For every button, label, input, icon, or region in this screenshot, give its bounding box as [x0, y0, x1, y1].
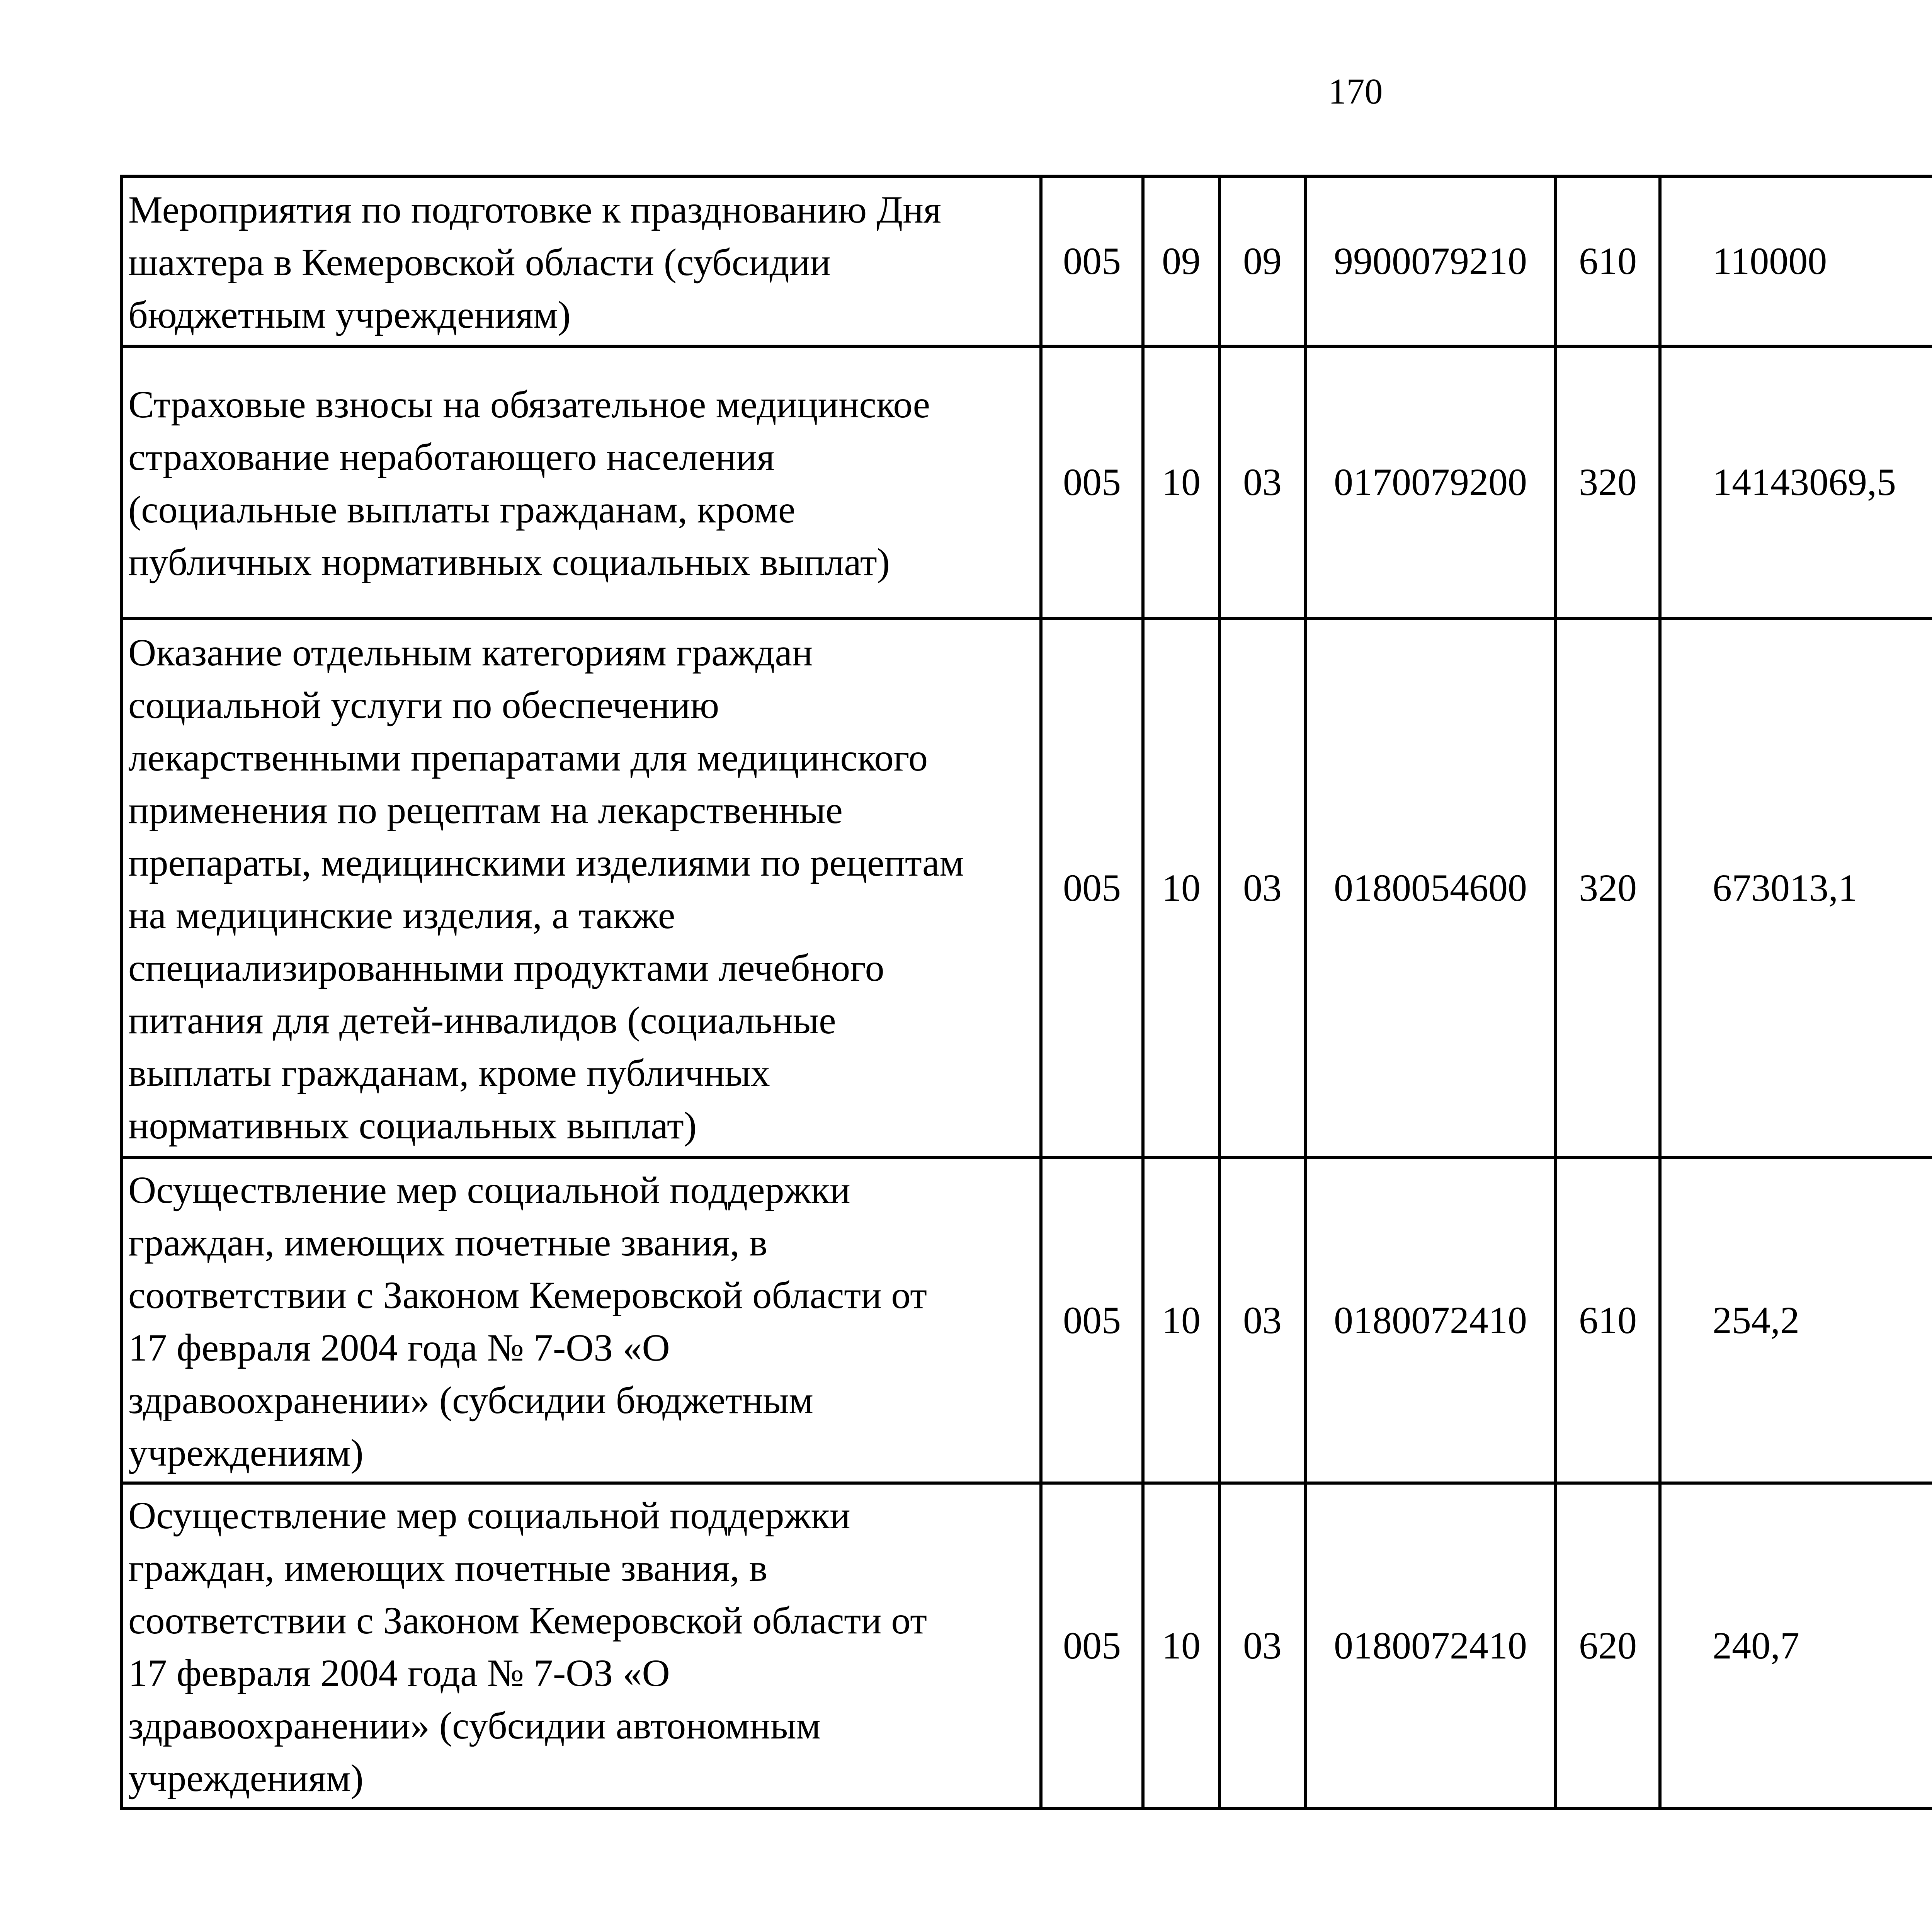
target-article-code: 0170079200 [1305, 346, 1556, 618]
table-row [121, 1483, 1932, 1808]
expense-type-code: 610 [1556, 1158, 1660, 1483]
section-code: 10 [1143, 1158, 1219, 1483]
description-line: бюджетным учреждениям) [128, 293, 571, 336]
expense-type-code: 320 [1556, 346, 1660, 618]
subsection-code: 03 [1219, 618, 1305, 1158]
description-line: (социальные выплаты гражданам, кроме [128, 488, 796, 531]
section-code: 10 [1143, 1483, 1219, 1808]
table-row [121, 346, 1932, 618]
row-description [121, 618, 1041, 1158]
description-line: страхование неработающего населения [128, 435, 775, 478]
row-description [121, 346, 1041, 618]
description-line: питания для детей-инвалидов (социальные [128, 999, 836, 1042]
description-line: граждан, имеющих почетные звания, в [128, 1546, 768, 1589]
row-description [121, 1158, 1041, 1483]
subsection-code: 09 [1219, 176, 1305, 346]
section-code: 10 [1143, 346, 1219, 618]
description-line: выплаты гражданам, кроме публичных [128, 1051, 770, 1094]
description-line: Осуществление мер социальной поддержки [128, 1494, 850, 1537]
description-line: здравоохранении» (субсидии бюджетным [128, 1379, 813, 1422]
row-description [121, 176, 1041, 346]
description-line: учреждениям) [128, 1431, 364, 1474]
ministry-code: 005 [1041, 176, 1143, 346]
table-row [121, 176, 1932, 346]
description-line: Оказание отдельным категориям граждан [128, 631, 813, 674]
description-line: граждан, имеющих почетные звания, в [128, 1221, 768, 1264]
description-line: публичных нормативных социальных выплат) [128, 541, 890, 583]
page-number: 170 [1328, 71, 1383, 112]
amount-year-1: 240,7 [1660, 1483, 1932, 1808]
description-line: соответствии с Законом Кемеровской области от [128, 1274, 927, 1317]
subsection-code: 03 [1219, 1483, 1305, 1808]
description-line: на медицинские изделия, а также [128, 894, 675, 937]
table-row [121, 618, 1932, 1158]
description-line: препараты, медицинскими изделиями по рецептам [128, 841, 964, 884]
expense-type-code: 620 [1556, 1483, 1660, 1808]
ministry-code: 005 [1041, 1158, 1143, 1483]
description-line: соответствии с Законом Кемеровской области от [128, 1599, 927, 1642]
description-line: учреждениям) [128, 1757, 364, 1800]
budget-table [120, 175, 1932, 1810]
description-line: 17 февраля 2004 года № 7-ОЗ «О [128, 1326, 670, 1369]
target-article-code: 0180072410 [1305, 1158, 1556, 1483]
target-article-code: 0180072410 [1305, 1483, 1556, 1808]
amount-year-1: 110000 [1660, 176, 1932, 346]
amount-year-1: 673013,1 [1660, 618, 1932, 1158]
table-row [121, 1158, 1932, 1483]
ministry-code: 005 [1041, 618, 1143, 1158]
expense-type-code: 610 [1556, 176, 1660, 346]
row-description [121, 1483, 1041, 1808]
target-article-code: 9900079210 [1305, 176, 1556, 346]
amount-year-1: 14143069,5 [1660, 346, 1932, 618]
description-line: нормативных социальных выплат) [128, 1104, 697, 1147]
amount-year-1: 254,2 [1660, 1158, 1932, 1483]
description-line: Мероприятия по подготовке к празднованию Дня [128, 188, 941, 231]
description-line: Страховые взносы на обязательное медицинское [128, 383, 930, 426]
ministry-code: 005 [1041, 346, 1143, 618]
description-line: шахтера в Кемеровской области (субсидии [128, 241, 831, 284]
expense-type-code: 320 [1556, 618, 1660, 1158]
ministry-code: 005 [1041, 1483, 1143, 1808]
description-line: Осуществление мер социальной поддержки [128, 1169, 850, 1211]
section-code: 10 [1143, 618, 1219, 1158]
description-line: применения по рецептам на лекарственные [128, 789, 843, 832]
subsection-code: 03 [1219, 1158, 1305, 1483]
description-line: специализированными продуктами лечебного [128, 946, 884, 989]
section-code: 09 [1143, 176, 1219, 346]
subsection-code: 03 [1219, 346, 1305, 618]
description-line: социальной услуги по обеспечению [128, 684, 719, 726]
target-article-code: 0180054600 [1305, 618, 1556, 1158]
description-line: здравоохранении» (субсидии автономным [128, 1704, 821, 1747]
description-line: лекарственными препаратами для медицинского [128, 736, 928, 779]
description-line: 17 февраля 2004 года № 7-ОЗ «О [128, 1652, 670, 1694]
